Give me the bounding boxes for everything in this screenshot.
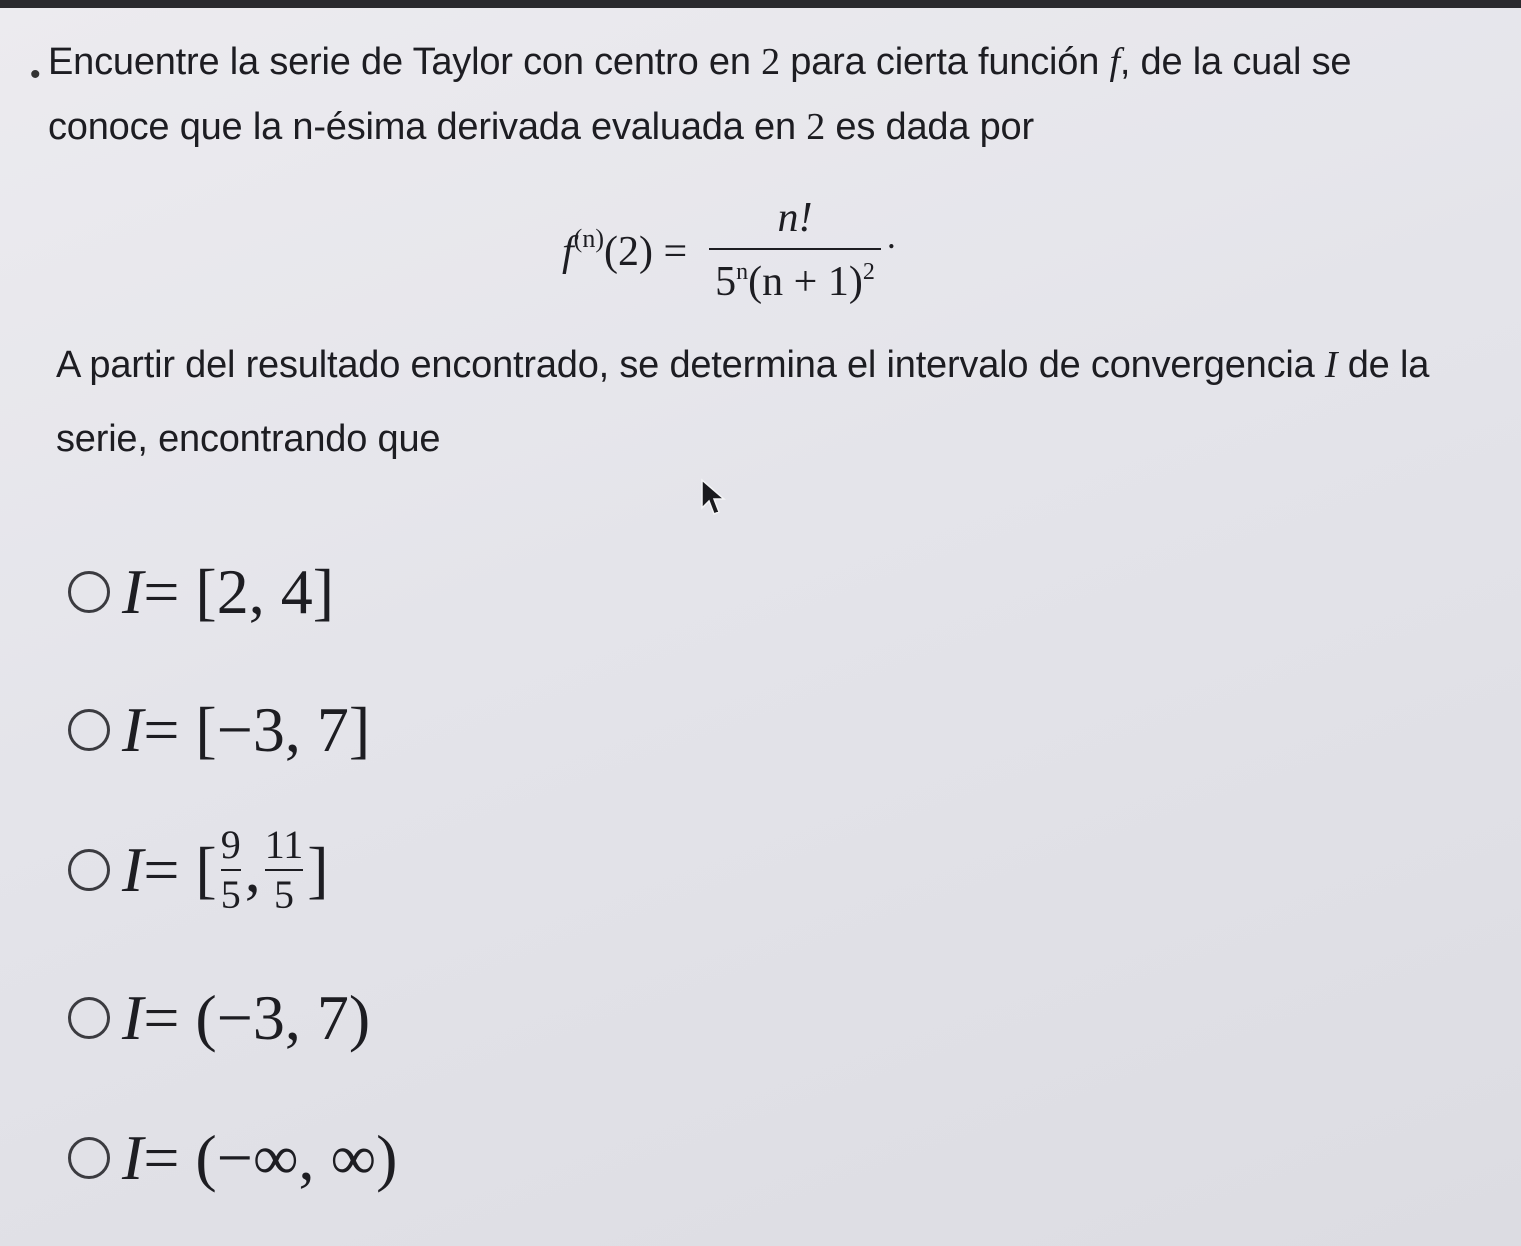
text: es dada por: [825, 106, 1034, 148]
fraction-bar: [265, 869, 304, 871]
text: , de la cual se: [1119, 41, 1352, 83]
option-var: I: [122, 1122, 144, 1193]
numerator-text: n!: [777, 195, 813, 241]
mouse-pointer-icon: [700, 478, 730, 525]
option-eq: = (−∞, ∞): [143, 1122, 398, 1193]
question-line-3: [56, 343, 1429, 387]
option-label: [122, 823, 329, 917]
option-eq: = [2, 4]: [143, 556, 335, 627]
formula-period: .: [886, 216, 896, 256]
fraction-bar: [221, 869, 241, 871]
option-5[interactable]: [68, 1118, 397, 1198]
formula-numerator: [768, 194, 823, 248]
formula-fraction: [709, 194, 881, 306]
top-edge: [0, 0, 1521, 8]
formula-lhs: [562, 224, 687, 276]
radio-circle-icon[interactable]: [68, 1137, 110, 1179]
closing-bracket: ]: [307, 834, 329, 905]
option-label: [122, 981, 370, 1055]
formula-denominator: [709, 250, 881, 306]
formula-f: f: [562, 229, 574, 275]
option-eq: = (−3, 7): [143, 982, 371, 1053]
option-2[interactable]: [68, 690, 370, 770]
question-line-2: [48, 105, 1034, 149]
option-1[interactable]: [68, 552, 334, 632]
frac-den: 5: [220, 872, 241, 917]
text: de la: [1337, 344, 1430, 386]
option-var: I: [122, 834, 144, 905]
fraction-eleven-fifths: [265, 823, 304, 917]
bullet-dot-icon: •: [30, 58, 41, 91]
interval-symbol: I: [1324, 344, 1338, 386]
frac-den: 5: [273, 872, 294, 917]
option-var: I: [122, 982, 144, 1053]
text: Encuentre la serie de Taylor con centro en: [48, 41, 762, 83]
den-exponent: n: [736, 259, 749, 285]
separator: ,: [244, 834, 261, 905]
radio-circle-icon[interactable]: [68, 997, 110, 1039]
option-4[interactable]: [68, 978, 370, 1058]
formula-lhs-superscript: (n): [573, 224, 604, 253]
derivative-formula: [562, 185, 896, 315]
frac-num: 11: [264, 822, 304, 867]
option-eq: = [: [143, 834, 217, 905]
option-var: I: [122, 694, 144, 765]
formula-lhs-argument: (2) =: [604, 229, 688, 275]
function-symbol: f: [1109, 41, 1120, 83]
frac-num: 9: [220, 822, 241, 867]
text: conoce que la n-ésima derivada evaluada en: [48, 106, 807, 148]
option-label: [122, 693, 370, 767]
text: para cierta función: [779, 41, 1110, 83]
den-base: 5: [715, 259, 737, 305]
text: A partir del resultado encontrado, se determina el intervalo de convergencia: [56, 344, 1325, 386]
den-rest: (n + 1): [748, 259, 863, 305]
option-var: I: [122, 556, 144, 627]
option-3[interactable]: [68, 822, 329, 917]
radio-circle-icon[interactable]: [68, 571, 110, 613]
center-value: 2: [761, 41, 780, 83]
question-line-4: serie, encontrando que: [56, 418, 441, 460]
option-label: [122, 555, 334, 629]
den-exponent-2: 2: [862, 259, 875, 285]
option-eq: = [−3, 7]: [143, 694, 371, 765]
question-line-1: [48, 40, 1351, 84]
option-label: [122, 1121, 397, 1195]
radio-circle-icon[interactable]: [68, 709, 110, 751]
center-value: 2: [806, 106, 826, 148]
fraction-nine-fifths: [221, 823, 241, 917]
radio-circle-icon[interactable]: [68, 849, 110, 891]
